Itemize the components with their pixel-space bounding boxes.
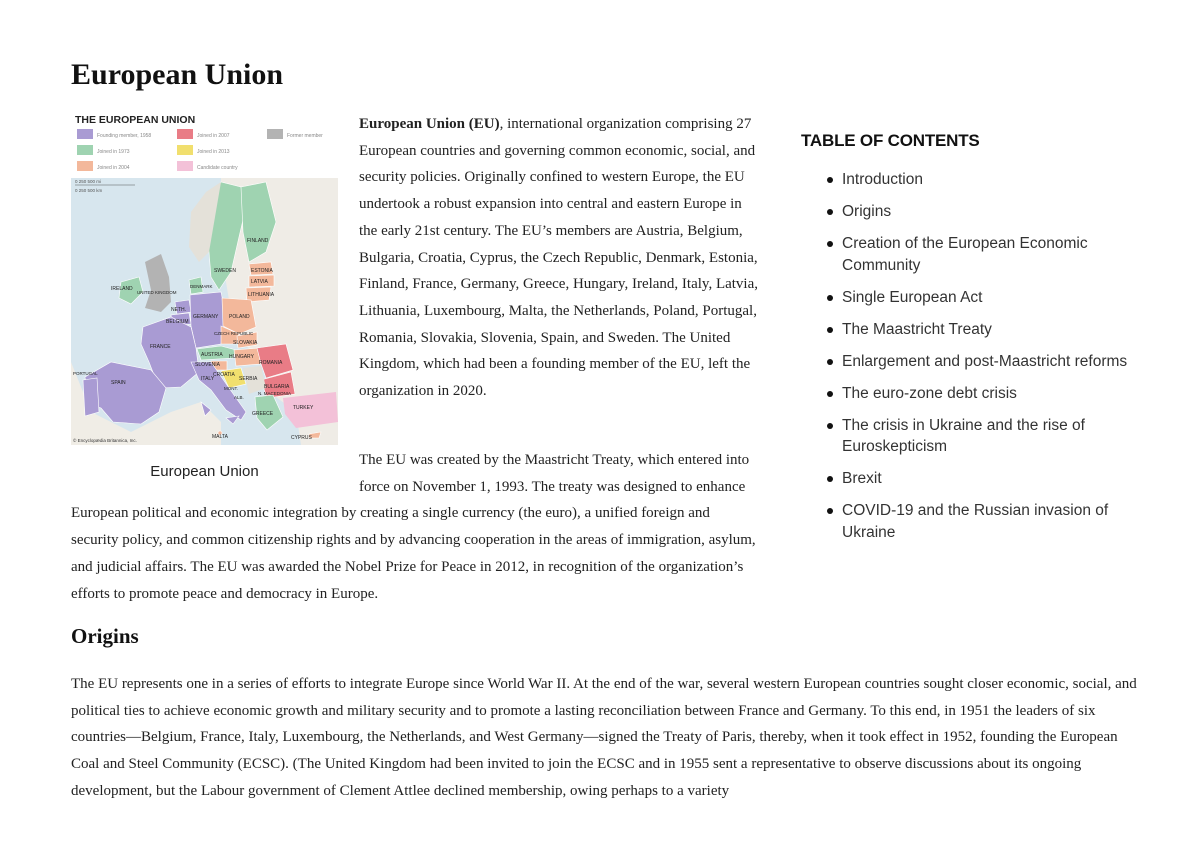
label-austria: AUSTRIA (201, 352, 223, 358)
label-cyprus: CYPRUS (291, 435, 312, 441)
legend-label-1973: Joined in 1973 (97, 149, 130, 155)
toc-link[interactable]: The crisis in Ukraine and the rise of Euroskepticism (842, 416, 1085, 455)
origins-paragraph: The EU represents one in a series of efforts to integrate Europe since World War II. At the end of the war, several western European countries sought closer economic, social, and political ties to achieve economic growth and military security and to promote a lasting reconciliation between France and Germany. To this end, in 1951 the leaders of six countries—Belgium, France, Italy, Luxembourg, the Netherlands, and West Germany—signed the Treaty of Paris, thereby, when it took effect in 1952, founding the European Coal and Steel Community (ECSC). (The United Kingdom had been invited to join the ECSC and in 1955 sent a representative to observe discussions about its ongoing development, but the Labour government of Clement Attlee declined membership, owing perhaps to a variety (71, 676, 1137, 799)
toc-link[interactable]: Single European Act (842, 288, 983, 306)
toc-item-maastricht[interactable] (801, 319, 1141, 341)
toc-link[interactable]: The euro-zone debt crisis (842, 384, 1017, 402)
eu-map[interactable] (71, 112, 338, 445)
scale-km: 0 250 500 km (75, 188, 103, 193)
legend-swatch-2007 (177, 129, 193, 139)
label-serbia: SERBIA (239, 376, 258, 382)
label-portugal: PORTUGAL (73, 371, 98, 376)
scale-miles: 0 250 500 mi (75, 179, 102, 184)
label-macedonia: N. MACEDONIA (258, 391, 292, 396)
toc-link[interactable]: Origins (842, 203, 892, 220)
intro-paragraph-2: The EU was created by the Maastricht Treaty, which entered into force on November 1, 1993. The treaty was designed to enhance European political and economic integration by creating a single currency (the euro), a unified foreign and security policy, and common citizenship rights and by advancing cooperation in the areas of immigration, asylum, and judicial affairs. The EU was awarded the Nobel Prize for Peace in 2012, in recognition of the organization’s efforts to promote peace and democracy in Europe. (71, 452, 756, 602)
figure-caption: European Union (150, 463, 259, 480)
eu-map-figure[interactable] (71, 112, 338, 445)
legend-label-2007: Joined in 2007 (197, 133, 230, 139)
legend-swatch-former (267, 129, 283, 139)
label-slovakia: SLOVAKIA (233, 340, 258, 346)
legend-label-former: Former member (287, 133, 323, 139)
section-heading-origins: Origins (71, 624, 139, 648)
toc-link[interactable]: The Maastricht Treaty (842, 320, 992, 338)
legend-label-2004: Joined in 2004 (97, 165, 130, 171)
legend-swatch-candidate (177, 161, 193, 171)
toc-item-introduction[interactable] (801, 169, 1141, 191)
label-neth: NETH. (171, 307, 186, 313)
intro-paragraph-1 (359, 111, 761, 405)
label-malta: MALTA (212, 434, 228, 440)
label-lithuania: LITHUANIA (248, 292, 275, 298)
page-title: European Union (71, 58, 284, 91)
toc-link[interactable]: Brexit (842, 470, 882, 487)
toc-link[interactable]: Creation of the European Economic Community (842, 235, 1088, 274)
intro-lead-term: European Union (EU) (359, 116, 500, 132)
legend-swatch-2004 (77, 161, 93, 171)
toc-item-debt-crisis[interactable] (801, 383, 1141, 405)
label-finland: FINLAND (247, 238, 269, 244)
label-estonia: ESTONIA (251, 268, 273, 274)
label-turkey: TURKEY (293, 405, 314, 411)
legend-swatch-1973 (77, 145, 93, 155)
label-belgium: BELGIUM (166, 319, 189, 325)
map-country-germany[interactable] (190, 292, 226, 348)
toc-item-eec[interactable] (801, 233, 1141, 276)
label-greece: GREECE (252, 411, 274, 417)
label-bulgaria: BULGARIA (264, 384, 290, 390)
intro-paragraph-1-text: , international organization comprising 27 European countries and governing common economic, social, and security policies. Originally confined to western Europe, the EU undertook a robust expansion into central and eastern Europe in the early 21st century. The EU’s members are Austria, Belgium, Bulgaria, Croatia, Cyprus, the Czech Republic, Denmark, Estonia, Finland, France, Germany, Greece, Hungary, Ireland, Italy, Latvia, Lithuania, Luxembourg, Malta, the Netherlands, Poland, Portugal, Romania, Slovakia, Slovenia, Spain, and Sweden. The United Kingdom, which had been a founding member of the EU, left the organization in 2020. (359, 116, 759, 400)
label-croatia: CROATIA (213, 372, 235, 378)
map-credit: © Encyclopædia Britannica, Inc. (73, 438, 137, 443)
toc-link[interactable]: Introduction (842, 171, 923, 188)
caption-wrap-spacer (71, 447, 359, 500)
legend-swatch-founding (77, 129, 93, 139)
toc-item-enlargement[interactable] (801, 351, 1141, 373)
map-country-portugal[interactable] (83, 378, 99, 416)
label-italy: ITALY (201, 376, 215, 382)
toc-heading: TABLE OF CONTENTS (801, 131, 980, 150)
toc-item-ukraine-crisis[interactable] (801, 415, 1141, 458)
legend-label-2013: Joined in 2013 (197, 149, 230, 155)
legend-label-founding: Founding member, 1958 (97, 133, 152, 139)
legend-label-candidate: Candidate country (197, 165, 238, 171)
toc-link[interactable]: Enlargement and post-Maastricht reforms (842, 352, 1128, 370)
label-czech: CZECH REPUBLIC (214, 331, 254, 336)
label-france: FRANCE (150, 344, 171, 350)
label-romania: ROMANIA (259, 360, 283, 366)
toc-item-covid-russia[interactable] (801, 500, 1141, 543)
toc-item-origins[interactable] (801, 201, 1141, 223)
label-albania: ALB. (234, 395, 244, 400)
label-hungary: HUNGARY (229, 354, 254, 360)
toc-item-brexit[interactable] (801, 468, 1141, 490)
label-sweden: SWEDEN (214, 268, 236, 274)
label-poland: POLAND (229, 314, 250, 320)
label-germany: GERMANY (193, 314, 219, 320)
table-of-contents (801, 131, 1141, 554)
label-denmark: DENMARK (190, 284, 213, 289)
legend-swatch-2013 (177, 145, 193, 155)
map-title: THE EUROPEAN UNION (75, 114, 196, 126)
label-slovenia: SLOVENIA (195, 362, 221, 368)
toc-item-single-european-act[interactable] (801, 287, 1141, 309)
toc-list (801, 169, 1141, 543)
label-spain: SPAIN (111, 380, 126, 386)
toc-link[interactable]: COVID-19 and the Russian invasion of Ukraine (842, 502, 1109, 541)
label-latvia: LATVIA (251, 279, 268, 285)
label-montenegro: MONT. (224, 386, 238, 391)
label-ireland: IRELAND (111, 286, 133, 292)
label-uk: UNITED KINGDOM (137, 290, 177, 295)
intro-paragraph-2-block (71, 447, 761, 607)
